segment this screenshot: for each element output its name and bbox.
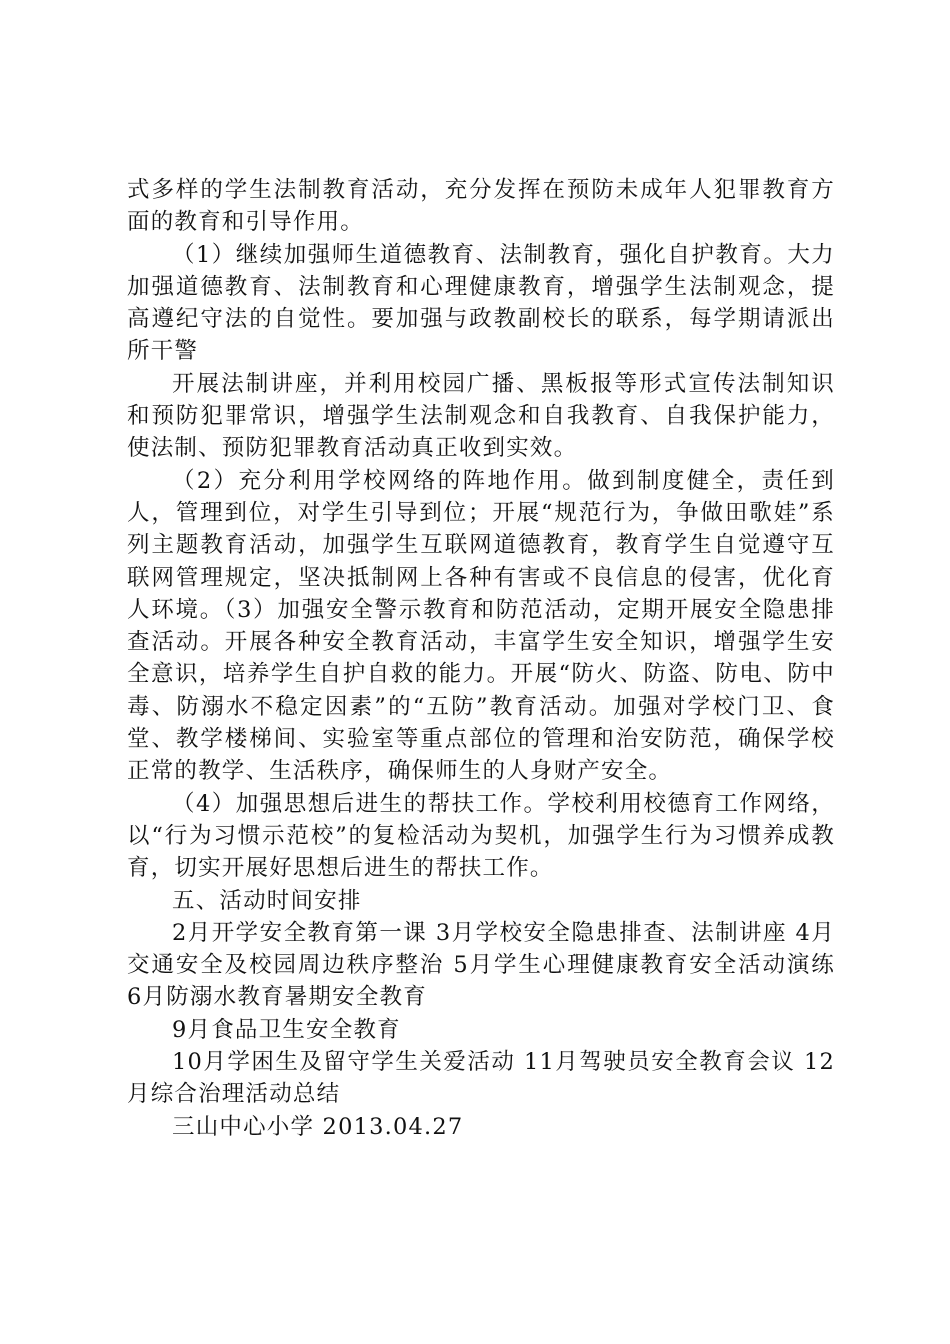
schedule-paragraph-2: 9月食品卫生安全教育 bbox=[172, 1016, 401, 1043]
schedule-paragraph-3: 10月学困生及留守学生关爱活动 11月驾驶员安全教育会议 12月综合治理活动总结 bbox=[127, 1049, 835, 1108]
paragraph-5: （4）加强思想后进生的帮扶工作。学校利用校德育工作网络，以“行为习惯示范校”的复检活动为契机，加强学生行为习惯养成教育，切实开展好思想后进生的帮扶工作。 bbox=[127, 790, 835, 882]
paragraph-2: （1）继续加强师生道德教育、法制教育，强化自护教育。大力加强道德教育、法制教育和心理健康教育，增强学生法制观念，提高遵纪守法的自觉性。要加强与政教副校长的联系，每学期请派出所干警 bbox=[127, 241, 835, 365]
document-body bbox=[127, 174, 835, 1143]
schedule-paragraph-1: 2月开学安全教育第一课 3月学校安全隐患排查、法制讲座 4月交通安全及校园周边秩序整治 5月学生心理健康教育安全活动演练 6月防溺水教育暑期安全教育 bbox=[127, 919, 835, 1011]
section-heading-schedule: 五、活动时间安排 bbox=[172, 887, 362, 914]
paragraph-4: （2）充分利用学校网络的阵地作用。做到制度健全，责任到人，管理到位，对学生引导到位；开展“规范行为，争做田歌娃”系列主题教育活动，加强学生互联网道德教育，教育学生自觉遵守互联网管理规定，坚决抵制网上各种有害或不良信息的侵害，优化育人环境。（3）加强安全警示教育和防范活动，定期开展安全隐患排查活动。开展各种安全教育活动，丰富学生安全知识，增强学生安全意识，培养学生自护自救的能力。开展“防火、防盗、防电、防中毒、防溺水不稳定因素”的“五防”教育活动。加强对学校门卫、食堂、教学楼梯间、实验室等重点部位的管理和治安防范，确保学校正常的教学、生活秩序，确保师生的人身财产安全。 bbox=[127, 467, 835, 785]
paragraph-3: 开展法制讲座，并利用校园广播、黑板报等形式宣传法制知识和预防犯罪常识，增强学生法制观念和自我教育、自我保护能力，使法制、预防犯罪教育活动真正收到实效。 bbox=[127, 370, 835, 462]
signature-line: 三山中心小学 2013.04.27 bbox=[172, 1113, 464, 1140]
paragraph-1: 式多样的学生法制教育活动，充分发挥在预防未成年人犯罪教育方面的教育和引导作用。 bbox=[127, 177, 835, 236]
